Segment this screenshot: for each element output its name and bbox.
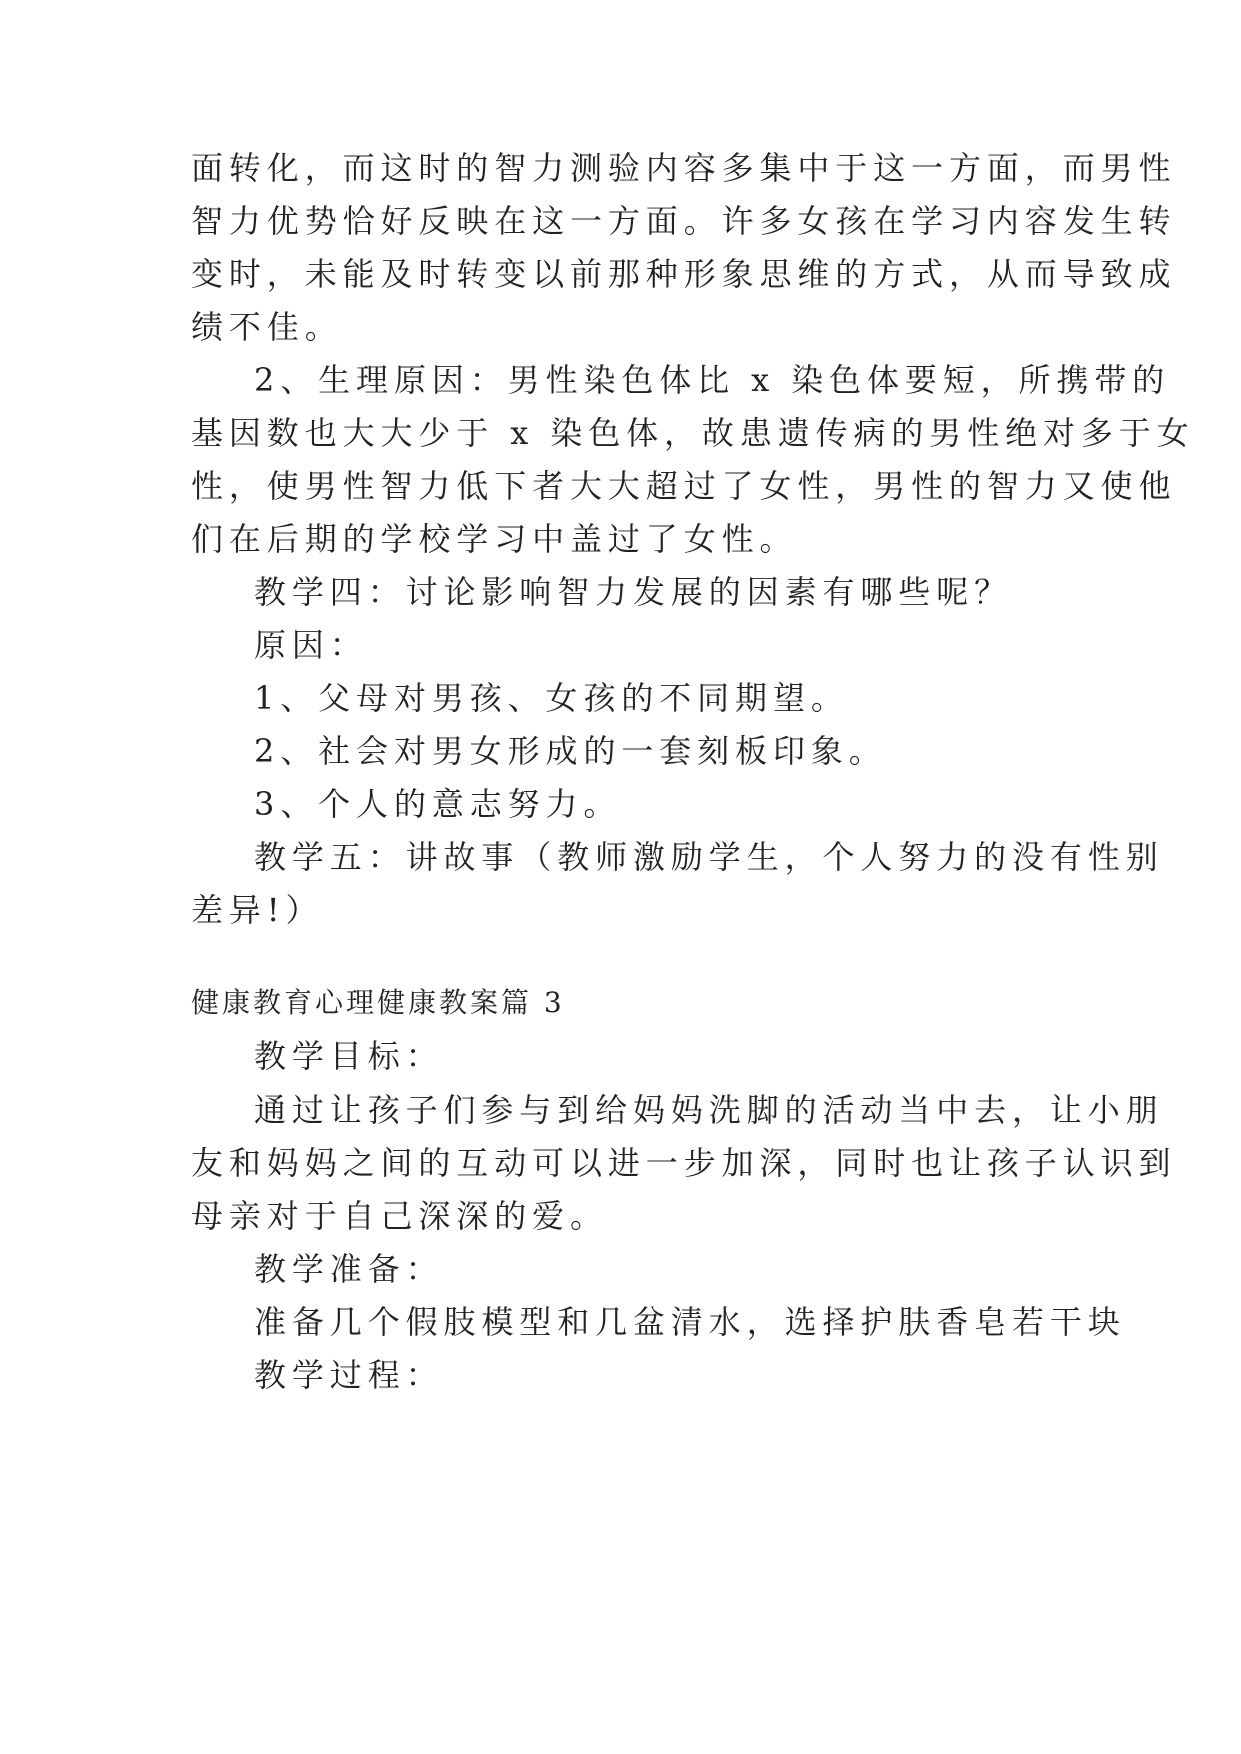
paragraph-line: 教学四：讨论影响智力发展的因素有哪些呢？ (254, 573, 1013, 611)
paragraph-line: 面转化，而这时的智力测验内容多集中于这一方面，而男性 (191, 149, 1177, 187)
paragraph-line: 原因： (254, 626, 368, 664)
paragraph-line: 差异!） (191, 891, 324, 929)
paragraph-line: 绩不佳。 (191, 308, 343, 346)
paragraph-line: 1、父母对男孩、女孩的不同期望。 (254, 679, 849, 717)
paragraph-line: 性，使男性智力低下者大大超过了女性，男性的智力又使他 (191, 467, 1177, 505)
paragraph-line: 友和妈妈之间的互动可以进一步加深，同时也让孩子认识到 (191, 1144, 1177, 1182)
paragraph-line: 教学目标： (254, 1037, 444, 1075)
paragraph-line: 教学准备： (254, 1250, 444, 1288)
paragraph-line: 2、社会对男女形成的一套刻板印象。 (254, 732, 887, 770)
paragraph-line: 3、个人的意志努力。 (254, 785, 622, 823)
paragraph-line: 们在后期的学校学习中盖过了女性。 (191, 520, 798, 558)
paragraph-line: 教学五：讲故事（教师激励学生，个人努力的没有性别 (254, 838, 1164, 876)
section-heading: 健康教育心理健康教案篇 3 (191, 986, 565, 1019)
paragraph-line: 准备几个假肢模型和几盆清水，选择护肤香皂若干块 (254, 1303, 1126, 1341)
paragraph-line: 通过让孩子们参与到给妈妈洗脚的活动当中去，让小朋 (254, 1091, 1164, 1129)
paragraph-line: 变时，未能及时转变以前那种形象思维的方式，从而导致成 (191, 255, 1177, 293)
paragraph-line: 智力优势恰好反映在这一方面。许多女孩在学习内容发生转 (191, 202, 1177, 240)
paragraph-line: 母亲对于自己深深的爱。 (191, 1197, 608, 1235)
paragraph-line: 基因数也大大少于 x 染色体，故患遗传病的男性绝对多于女 (191, 414, 1195, 452)
paragraph-line: 2、生理原因：男性染色体比 x 染色体要短，所携带的 (254, 361, 1171, 399)
paragraph-line: 教学过程： (254, 1356, 444, 1394)
